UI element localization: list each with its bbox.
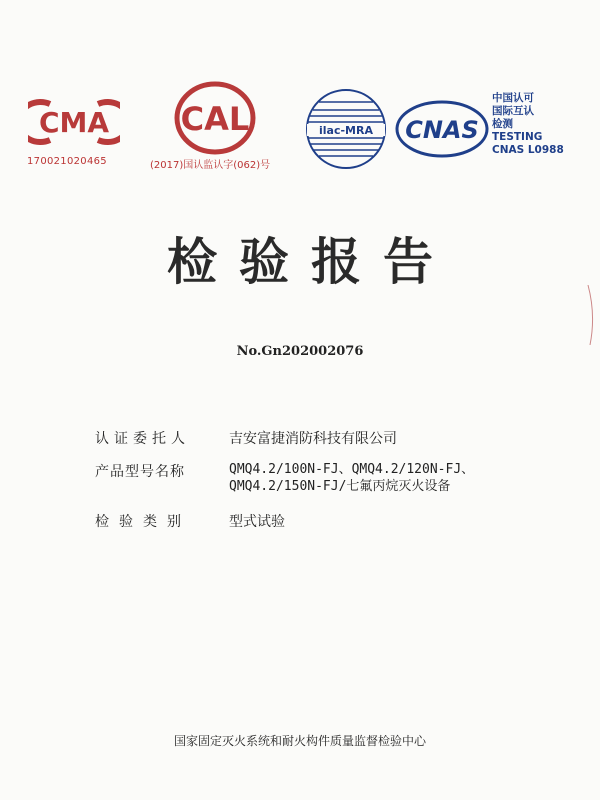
- cal-number: (2017)国认监认字(062)号: [150, 160, 271, 171]
- cnas-line-3: 检测: [492, 118, 513, 130]
- product-label: 产品型号名称: [95, 464, 185, 480]
- scan-edge-mark-icon: [586, 285, 600, 345]
- report-title: 检验报告: [167, 233, 455, 291]
- product-line-1: QMQ4.2/100N-FJ、QMQ4.2/120N-FJ、: [229, 462, 475, 477]
- cnas-line-5: CNAS L0988: [492, 144, 564, 156]
- category-value: 型式试验: [229, 514, 285, 530]
- product-value: [229, 461, 474, 495]
- cnas-line-4: TESTING: [492, 131, 543, 143]
- cal-logo-icon: [172, 80, 258, 156]
- cma-logo-icon: [28, 96, 120, 148]
- cal-logo-text: CAL: [180, 100, 250, 138]
- product-line-2: QMQ4.2/150N-FJ/七氟丙烷灭火设备: [229, 479, 451, 494]
- cnas-line-1: 中国认可: [492, 92, 534, 104]
- cma-logo-text: CMA: [38, 106, 110, 139]
- issuing-organization: 国家固定灭火系统和耐火构件质量监督检验中心: [173, 734, 426, 748]
- cnas-accreditation-text: [492, 92, 564, 157]
- category-label: 检验类别: [95, 514, 191, 530]
- cma-number: 170021020465: [27, 156, 107, 167]
- cnas-line-2: 国际互认: [492, 105, 534, 117]
- ilac-mra-text: ilac-MRA: [319, 124, 373, 137]
- ilac-mra-logo-icon: [305, 88, 387, 170]
- cnas-logo-text: CNAS: [405, 116, 479, 144]
- cnas-logo-icon: [395, 100, 489, 158]
- client-label: 认证委托人: [95, 431, 190, 447]
- report-number: No.Gn202002076: [236, 344, 364, 359]
- client-value: 吉安富捷消防科技有限公司: [229, 431, 397, 447]
